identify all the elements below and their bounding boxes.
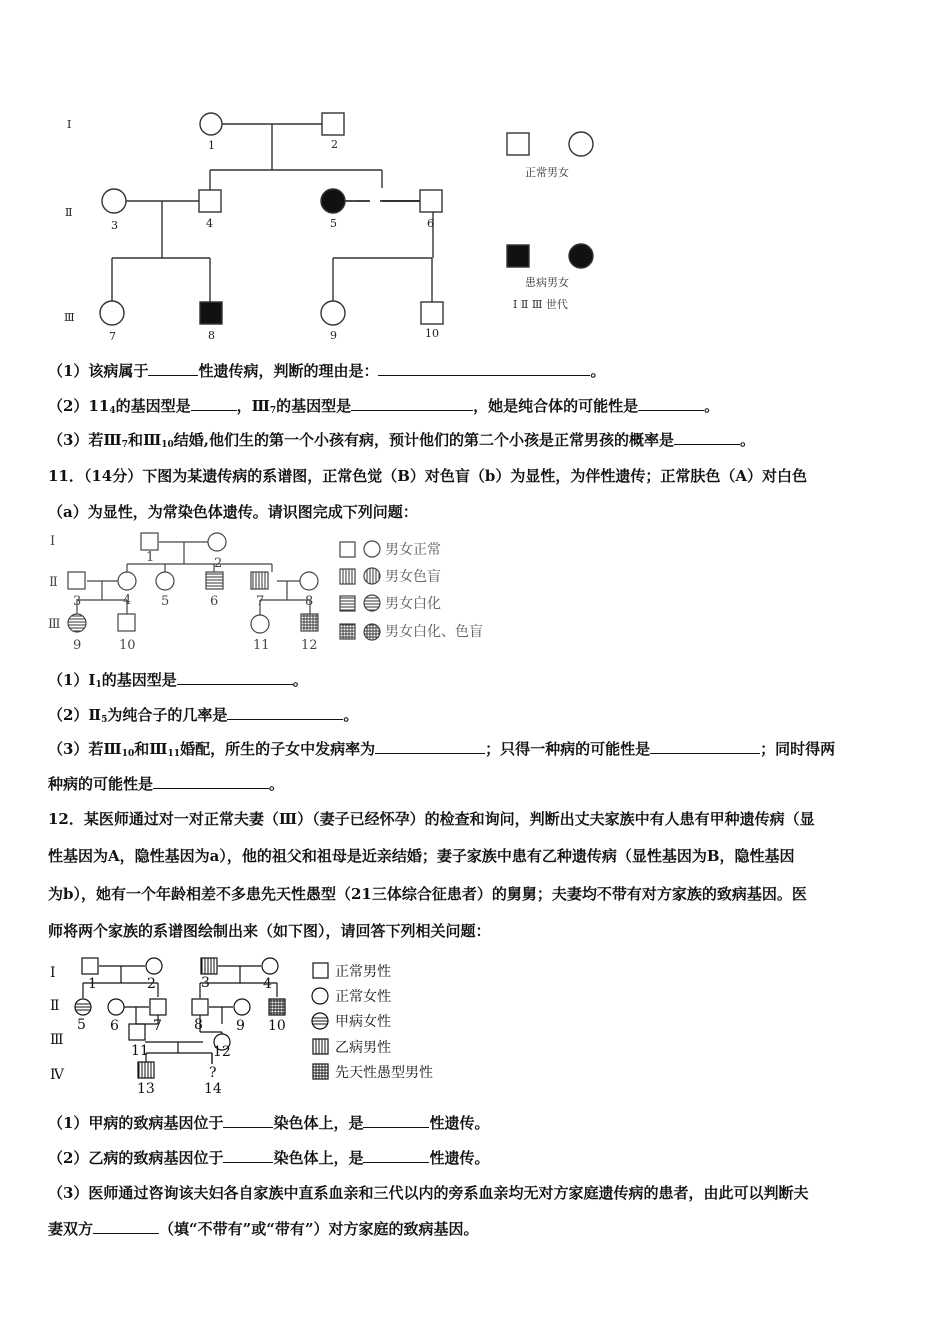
q10-blank-1[interactable] <box>148 361 198 376</box>
q12-line-1: （1）甲病的致病基因位于 染色体上，是 性遗传。 <box>48 1114 490 1132</box>
q12-blank-5[interactable] <box>93 1219 159 1234</box>
q12-line-3: （3）医师通过咨询该夫妇各自家族中直系血亲和三代以内的旁系血亲均无对方家庭遗传病的患者，由此可以判断夫 <box>48 1184 809 1202</box>
ped3-gen-IV: Ⅳ <box>50 1067 64 1083</box>
ped2-III11-female <box>251 615 269 633</box>
ped1-label-5: 5 <box>330 217 337 230</box>
ped2-label-11: 11 <box>253 638 270 653</box>
ped1-label-7: 7 <box>109 330 116 343</box>
ped2-III9-albino-female <box>68 614 86 632</box>
ped3-gen-II: Ⅱ <box>50 998 60 1014</box>
ped1-label-1: 1 <box>208 139 215 152</box>
legend-affected-male <box>507 245 529 267</box>
ped2-I2-female <box>208 533 226 551</box>
ped1-gen-I: Ⅰ <box>67 118 72 131</box>
ped1-label-8: 8 <box>208 329 215 342</box>
q10-line-2: $(2)11_4$的基因型是 ，$Ⅲ_7$的基因型是 ，她是纯合体的可能性是 。 <box>48 397 720 416</box>
ped1-label-6: 6 <box>427 217 434 230</box>
ped2-legend-colorblind-male <box>340 569 355 584</box>
q12-para-line-1: 12．某医师通过对一对正常夫妻（Ⅲ）（妻子已经怀孕）的检查和询问，判断出丈夫家族中有人患有甲种遗传病（显 <box>48 810 815 828</box>
ped1-III8-affected-male <box>200 302 222 324</box>
q11-blank-4[interactable] <box>650 739 760 754</box>
ped1-label-9: 9 <box>330 329 337 342</box>
ped3-unknown-mark: ? <box>209 1065 217 1081</box>
ped1-II6-male <box>420 190 442 212</box>
ped2-legend-albino-female <box>364 595 380 611</box>
ped2-legend-label-albino: 男女白化 <box>385 596 441 612</box>
ped1-III7-female <box>100 301 124 325</box>
legend-normal-label: 正常男女 <box>525 166 569 179</box>
q12-blank-4[interactable] <box>363 1148 429 1163</box>
q12-line-4: 妻双方 （填“不带有”或“带有”）对方家庭的致病基因。 <box>48 1220 479 1238</box>
ped2-label-7: 7 <box>256 594 265 609</box>
ped2-legend-both-male <box>340 624 355 639</box>
ped2-label-8: 8 <box>305 594 314 609</box>
q10-blank-4[interactable] <box>351 396 473 411</box>
legend-generation-label: Ⅰ Ⅱ Ⅲ 世代 <box>513 298 568 311</box>
ped2-legend-label-both: 男女白化、色盲 <box>385 624 483 640</box>
ped2-III12-albino-colorblind-male <box>301 614 318 631</box>
ped3-legend-label-normal-female: 正常女性 <box>335 989 391 1005</box>
q10-line-3: （3）若$Ⅲ_7$和$Ⅲ_{10}$结婚,他们生的第一个小孩有病，预计他们的第二个小孩是正常男孩的概率是 。 <box>48 431 756 450</box>
ped3-legend-label-down-syndrome-male: 先天性愚型男性 <box>335 1065 433 1081</box>
ped1-gen-III: Ⅲ <box>64 311 75 324</box>
ped1-label-3: 3 <box>111 219 118 232</box>
ped2-III10-male <box>118 614 135 631</box>
q12-line-2: （2）乙病的致病基因位于 染色体上，是 性遗传。 <box>48 1149 490 1167</box>
ped1-I2-male <box>322 113 344 135</box>
ped1-III10-male <box>421 302 443 324</box>
ped3-label-5: 5 <box>77 1017 86 1033</box>
ped2-label-4: 4 <box>123 593 132 608</box>
ped3-label-2: 2 <box>147 976 156 992</box>
ped3-label-3: 3 <box>201 975 210 991</box>
legend-normal-female <box>569 132 593 156</box>
q12-para-line-3: 为b），她有一个年龄相差不多患先天性愚型（21三体综合征患者）的舅舅；夫妻均不带有对方家族的致病基因。医 <box>48 885 807 903</box>
q12-para-line-4: 师将两个家族的系谱图绘制出来（如下图），请回答下列相关问题： <box>48 922 491 940</box>
q10-line-1: （1）该病属于 性遗传病，判断的理由是： 。 <box>48 362 606 380</box>
ped2-legend-label-normal: 男女正常 <box>385 542 441 558</box>
ped2-label-12: 12 <box>301 638 318 653</box>
q10-blank-3[interactable] <box>191 396 237 411</box>
ped3-legend-label-normal-male: 正常男性 <box>335 964 391 980</box>
ped2-legend-both-female <box>364 624 380 640</box>
ped2-label-3: 3 <box>73 594 82 609</box>
ped3-label-1: 1 <box>88 976 97 992</box>
q11-blank-3[interactable] <box>375 739 485 754</box>
q11-intro-2: （a）为显性，为常染色体遗传。请识图完成下列问题： <box>48 503 418 521</box>
ped2-gen-III: Ⅲ <box>48 617 61 632</box>
ped3-gen-III: Ⅲ <box>50 1032 64 1048</box>
ped1-label-2: 2 <box>331 138 338 151</box>
q10-blank-2[interactable] <box>378 361 590 376</box>
ped3-legend-label-diseaseB-male: 乙病男性 <box>335 1040 391 1056</box>
ped2-label-2: 2 <box>214 556 223 571</box>
ped1-gen-II: Ⅱ <box>65 206 73 219</box>
q11-blank-5[interactable] <box>153 774 269 789</box>
ped2-label-6: 6 <box>210 594 219 609</box>
ped2-II3-male <box>68 572 85 589</box>
ped2-legend-label-colorblind: 男女色盲 <box>385 569 441 585</box>
ped1-III9-female <box>321 301 345 325</box>
pedigree-chart-2 <box>45 528 515 658</box>
q11-blank-1[interactable] <box>177 670 293 685</box>
q11-line-4: 种病的可能性是 。 <box>48 775 285 793</box>
ped2-II8-female <box>300 572 318 590</box>
ped3-label-4: 4 <box>263 976 272 992</box>
ped3-label-9: 9 <box>236 1018 245 1034</box>
q10-blank-6[interactable] <box>674 430 740 445</box>
ped2-legend-normal-female <box>364 541 380 557</box>
ped2-label-10: 10 <box>119 638 136 653</box>
ped3-label-8: 8 <box>194 1017 203 1033</box>
q12-blank-3[interactable] <box>223 1148 273 1163</box>
ped1-label-4: 4 <box>206 217 213 230</box>
ped1-label-10: 10 <box>425 327 439 340</box>
ped2-label-5: 5 <box>161 594 170 609</box>
q11-line-2: $(2)Ⅱ_5$为纯合子的几率是 。 <box>48 706 359 725</box>
pedigree-chart-1 <box>50 100 650 350</box>
legend-normal-male <box>507 133 529 155</box>
ped2-II7-colorblind-male <box>251 572 268 589</box>
ped3-label-13: 13 <box>137 1081 155 1097</box>
q11-line-3: （3）若$Ⅲ_{10}$和$Ⅲ_{11}$婚配，所生的子女中发病率为 ；只得一种病的可能性是 ；同时得两 <box>48 740 836 759</box>
q11-intro-1: 11．（14分）下图为某遗传病的系谱图，正常色觉（B）对色盲（b）为显性，为伴性遗传；正常肤色（A）对白色 <box>48 467 808 485</box>
legend-affected-female <box>569 244 593 268</box>
ped2-I1-male <box>141 533 158 550</box>
ped1-II4-male <box>199 190 221 212</box>
q11-blank-2[interactable] <box>227 705 343 720</box>
ped1-I1-female <box>200 113 222 135</box>
ped3-label-6: 6 <box>110 1018 119 1034</box>
q10-blank-5[interactable] <box>638 396 704 411</box>
ped3-label-7: 7 <box>153 1018 162 1034</box>
ped2-legend-colorblind-female <box>364 568 380 584</box>
legend-affected-label: 患病男女 <box>525 276 569 289</box>
ped2-gen-I: Ⅰ <box>50 534 56 549</box>
ped2-label-1: 1 <box>146 550 155 565</box>
ped3-gen-I: Ⅰ <box>50 965 56 981</box>
ped3-legend-label-diseaseA-female: 甲病女性 <box>335 1014 391 1030</box>
ped2-legend-albino-male <box>340 596 355 611</box>
ped3-label-11: 11 <box>131 1043 149 1059</box>
ped2-II6-albino-male <box>206 572 223 589</box>
ped1-II3-female <box>102 189 126 213</box>
ped2-gen-II: Ⅱ <box>49 575 58 590</box>
ped3-label-14: 14 <box>204 1081 222 1097</box>
ped2-II4-female <box>118 572 136 590</box>
q12-para-line-2: 性基因为A，隐性基因为a），他的祖父和祖母是近亲结婚；妻子家族中患有乙种遗传病（显性基因为B，隐性基因 <box>48 847 795 865</box>
pedigree-chart-3-connectors <box>45 952 465 1102</box>
ped2-label-9: 9 <box>73 638 82 653</box>
ped2-II5-female <box>156 572 174 590</box>
ped3-label-12: 12 <box>213 1044 231 1060</box>
q12-blank-1[interactable] <box>223 1113 273 1128</box>
ped1-II5-affected-female <box>321 189 345 213</box>
q12-blank-2[interactable] <box>363 1113 429 1128</box>
ped2-legend-normal-male <box>340 542 355 557</box>
ped3-label-10: 10 <box>268 1018 286 1034</box>
q11-line-1: $(1)Ⅰ_1$的基因型是 。 <box>48 671 308 690</box>
